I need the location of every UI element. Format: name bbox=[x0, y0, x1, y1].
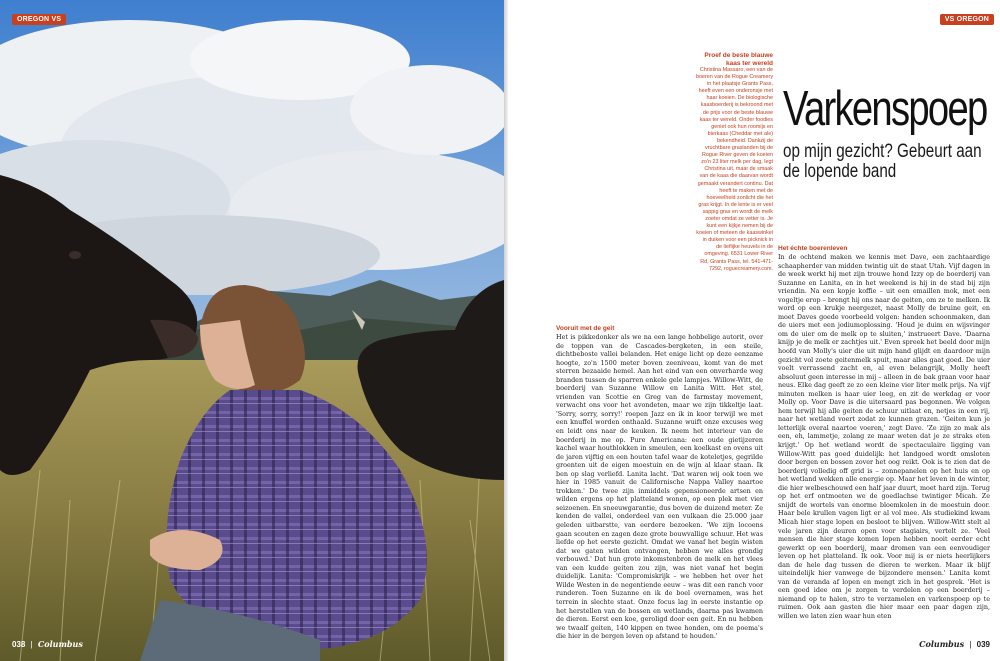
column-heading: Het échte boerenleven bbox=[778, 245, 848, 252]
article-title: Varkenspoep bbox=[783, 82, 987, 136]
column-paragraph: Het is pikkedonker als we na een lange hobbelige autorit, over de toppen van de Cascades-bergketen, in een steile, dichtbeboste vallei belanden. Het enige licht op deze eenzame hoogte, zo'n 1500 meter boven zeeniveau, komt van de met sterren bezaaide hemel. Aan het eind van een onverharde weg branden tussen de sparren enkele gele lampjes. Willow-Witt, de boerderij van Suzanne Willow en Lanita Witt. Het stel, vrienden van Scottie en Greg van de farmstay movement, verwacht ons voor het avondeten, maar we zijn tikkeltje laat. 'Sorry, sorry, sorry!' roepen Jazz en ik in koor terwijl we met een knuffel worden onthaald. Suzanne wuift onze excuses weg en leidt ons naar de keuken. Ik neem het interieur van de boerderij in me op. Pure Americana: een oude gietijzeren kachel waar houtblokken in smeulen, een koelkast en ovens uit de jaren vijftig en een houten tafel waar de koteletjes, gegrilde groenten uit de eigen moestuin en de wijn al klaar staan. Ik ben op slag verliefd. Lanita lacht. 'Dat waren wij ook toen we hier in 1985 vanuit de Californische Nappa Valley naartoe trokken.' De twee zijn inmiddels gepensioneerde artsen en wilden ergens op het platteland wonen, op een plek met vier seizoenen. En sneeuwgarantie, dus boven de duizend meter. Ze kenden de vallei, onderdeel van een vulkaan die 25.000 jaar geleden uitbarstte, van eerdere bezoeken. 'We zijn locoens gaan scouten en zagen deze grote bouwvallige schuur. Het was liefde op het eerste gezicht. Omdat we vanaf het begin wisten dat we gaten wilden ontvangen, hebben we alles grondig verbouwd.' Dat hun grote inkomstenbron de melk en het vlees van een kudde geiten zou zijn, was niet vanaf het begin duidelijk. Lanita: 'Compromiskrijk – we hebben het over het Wilde Westen in de negentiende eeuw – was dit een ranch voor runderen. Toen Suzanne en ik de boel overnamen, was het terrein in slechte staat. Onze focus lag in eerste instantie op het herstellen van de bossen en wetlands, daarna pas kwamen de dieren. Eerst een koe, geroligd door een geit. En nu hebben we twaalf geiten, 140 kippen en twee honden, om de poema's die hier in de bergen leven op afstand te houden.' bbox=[556, 333, 763, 641]
page-folio-left bbox=[12, 639, 83, 649]
column-heading: Vooruit met de geit bbox=[556, 325, 615, 332]
page-number: 038 bbox=[12, 640, 26, 649]
page-number: 039 bbox=[976, 640, 990, 649]
column-text bbox=[778, 253, 990, 621]
article-page bbox=[508, 0, 1000, 661]
magazine-brand: Columbus bbox=[919, 639, 965, 649]
article-subtitle: op mijn gezicht? Gebeurt aan de lopende band bbox=[783, 141, 982, 182]
article-column-1 bbox=[556, 324, 763, 641]
column-paragraph: In de ochtend maken we kennis met Dave, een zachtaardige schaapherder van midden twintig uit de staat Utah. Vijf dagen in de week werkt hij met zijn trouwe hond Izzy op de boerderij van Suzanne en Lanita, en in het weekend is hij in de stad bij zijn vriendin. Na een kopje koffie – uit een emaillen mok, met een vogeltje erop – brengt hij ons naar de geiten, om ze te melken. Ik word op een krukje neergezet, naast Molly de bruine geit, en moet Daves goede voorbeeld volgen: handen schoonmaken, dan de uiers met een jodiumoplossing. 'Houd je duim en wijsvinger om de uier om de melk op te sluiten,' instrueert Dave. 'Daarna knijp je de melk er zachtjes uit.' Even spreek het beeld door mijn hoofd van Molly's uier die uit mijn hand glijdt en daardoor mijn gezicht vol zoete geitenmelk spuit, maar alles gaat goed. De uier voelt verrassend zacht en, al even belangrijk, Molly heeft absoluut geen interesse in mij – alleen in de bak graan voor haar neus. Elke dag geeft ze zo een kleine vier liter melk prijs. Na vijf minuten melken is haar uier leeg, en zit de werkdag er voor Molly op. Voor Dave is die uitersaard pas begonnen. We volgen hem terwijl hij alle geiten de schuur uitlaat en, netjes in een rij, naar het wetland voert zodat ze kunnen grazen. 'Geiten kun je letterlijk overal naartoe voeren,' zegt Dave. 'Ze zijn zo mak als een, eh, lammetje, zolang ze maar weten dat je ze straks eten krijgt.' Op het wetland wordt de spectaculaire ligging van Willow-Witt pas goed duidelijk: het landgoed wordt omsloten door bergen en bossen zover het oog reikt. Ook is te zien dat de boerderij volledig off grid is – zonnepanelen op het huis en op het wetland wekken alle energie op. Maar het leven in de winter, die hier welbeschouwd een half jaar duurt, moet hard zijn. Terug op het erf ontmoeten we de goedlachse twintiger Micah. Ze snijdt de wortels van enorme bloemkolen in de moestuin door. Haar bele krullen vagen ligt er al vol mee. Als studiekind kwam Micah hier stage lopen en besloot te blijven. Willow-Witt stelt al vele jaren zijn deuren open voor stagiairs, vertelt ze. 'Veel mensen die hier stage komen lopen hebben nooit eerder echt gewerkt op een boerderij, maar dromen van een eenvoudiger leven op het platteland. Ik ook. Voor mij is er niets heerlijkers dan de hele dag tussen de dieren te werken. Maar ik blijf uiteindelijk hier vanwege de bijzondere mensen.' Lanita komt van de veranda af lopen en mengt zich in het gesprek. 'Het is een goed idee om je zorgen te verdelen op een boerderij – niemand op te halen, stro te verzamelen en varkenspoep op te ruimen. Ook aan gasten die hier maar een paar dagen zijn, willen we laten zien waar hun eten bbox=[778, 253, 990, 620]
folio-separator: | bbox=[30, 640, 33, 649]
section-tag: OREGON VS bbox=[12, 14, 66, 25]
article-column-2 bbox=[778, 244, 990, 620]
sidebar-text: Christina Massaro, een van de boeren van de Rogue Creamery in het plaatsje Grants Pass, heeft even een onderonsje met haar koeien. De biologische kaasboerderij is bekroond met de prijs voor de beste blauwe kaas ter wereld. Onder foodies geniet ook hun roomijs en bierkaas (Cheddar met ale) bekendheid. Dankzij de vruchtbare graslanden bij de Rogue River geven de koeien zo'n 23 liter melk per dag, legt Christina uit, maar de smaak van de kaas die daarvan wordt gemaakt verandert continu. Dat heeft te maken met de hoeveelheid zonlicht die het gras krijgt. In de lente is er veel sappig gras en wordt de melk zoeter omdat ze vetter is. Je kunt een kijkje nemen bij de koeien of meteen de kaaswinkel in duiken voor een picknick in de lieflijke heuvels in de omgeving. 6531 Lower River Rd, Grants Pass, tel. 541-471-7292, roguecreamery.com. bbox=[696, 67, 774, 272]
section-tag: VS OREGON bbox=[940, 14, 994, 25]
photo-caption-sidebar bbox=[696, 52, 773, 273]
sidebar-heading: Proef de beste blauwe kaas ter wereld bbox=[704, 52, 773, 67]
column-text bbox=[556, 333, 763, 641]
magazine-brand: Columbus bbox=[37, 639, 83, 649]
page-folio-right bbox=[919, 639, 990, 649]
folio-separator: | bbox=[969, 640, 972, 649]
